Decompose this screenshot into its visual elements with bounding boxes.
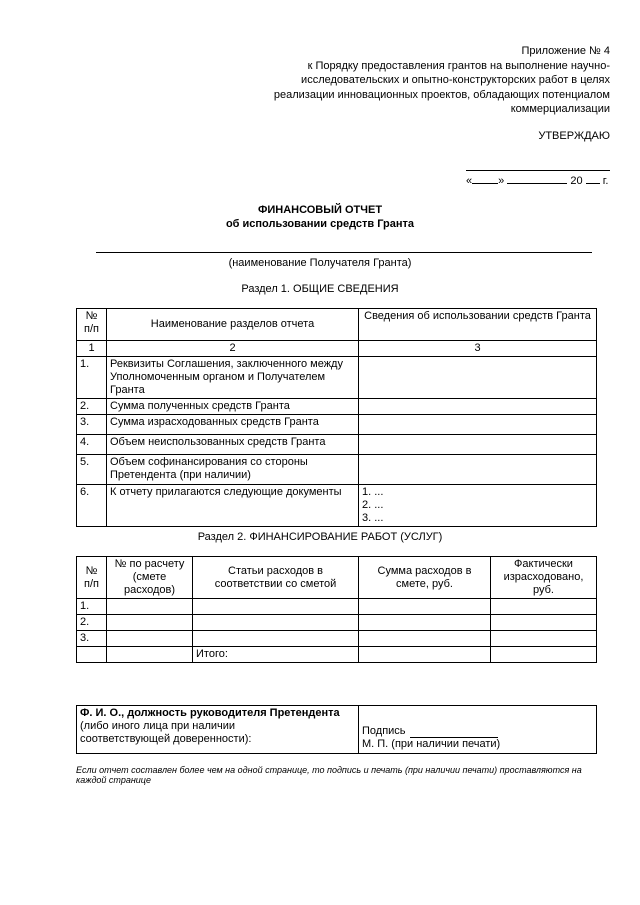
s1-row4-info[interactable] bbox=[359, 435, 597, 455]
s2-row3-num: 3. bbox=[77, 631, 107, 647]
signature-cell[interactable] bbox=[359, 706, 597, 754]
s1-row4-num: 4. bbox=[77, 435, 107, 455]
s2-row1-calc[interactable] bbox=[107, 599, 193, 615]
table-row bbox=[77, 435, 597, 455]
s2-row3-actual[interactable] bbox=[491, 631, 597, 647]
s2-total-num bbox=[77, 647, 107, 663]
appendix-line-2: исследовательских и опытно-конструкторских работ в целях bbox=[301, 74, 610, 86]
section2-heading: Раздел 2. ФИНАНСИРОВАНИЕ РАБОТ (УСЛУГ) bbox=[197, 531, 443, 543]
s2-row3-item[interactable] bbox=[193, 631, 359, 647]
s1-header-info: Сведения об использовании средств Гранта bbox=[359, 309, 597, 341]
table-row bbox=[77, 415, 597, 435]
year-blank bbox=[586, 183, 600, 184]
signature-line bbox=[362, 725, 593, 738]
s1-row4-name: Объем неиспользованных средств Гранта bbox=[107, 435, 359, 455]
s2-row2-calc[interactable] bbox=[107, 615, 193, 631]
s1-row6-name: К отчету прилагаются следующие документы bbox=[107, 485, 359, 527]
report-title: ФИНАНСОВЫЙ ОТЧЕТ bbox=[257, 204, 383, 216]
appendix-title: Приложение № 4 bbox=[521, 45, 610, 57]
s1-row1-name: Реквизиты Соглашения, заключенного между Уполномоченным органом и Получателем Гранта bbox=[107, 357, 359, 399]
s1-row6-info[interactable] bbox=[359, 485, 597, 527]
s1-row3-name: Сумма израсходованных средств Гранта bbox=[107, 415, 359, 435]
table-row bbox=[77, 615, 597, 631]
s2-row3-sum[interactable] bbox=[359, 631, 491, 647]
stamp-label: М. П. (при наличии печати) bbox=[362, 738, 501, 750]
recipient-caption: (наименование Получателя Гранта) bbox=[228, 257, 412, 269]
appendix-line-4: коммерциализации bbox=[510, 103, 610, 115]
signature-head-note-1: (либо иного лица при наличии bbox=[80, 720, 236, 732]
approval-signature-line bbox=[466, 170, 610, 171]
report-title-block bbox=[0, 203, 640, 231]
s2-row2-actual[interactable] bbox=[491, 615, 597, 631]
signature-head-title: Ф. И. О., должность руководителя Претендента bbox=[80, 707, 340, 719]
s1-header-num: № п/п bbox=[77, 309, 107, 341]
appendix-line-1: к Порядку предоставления грантов на выполнение научно- bbox=[307, 59, 610, 72]
s1-header-name: Наименование разделов отчета bbox=[107, 309, 359, 341]
signature-label: Подпись bbox=[362, 725, 406, 737]
s2-total-label: Итого: bbox=[193, 647, 359, 663]
year-prefix: 20 bbox=[570, 175, 583, 187]
s1-row1-info[interactable] bbox=[359, 357, 597, 399]
s1-row6-num: 6. bbox=[77, 485, 107, 527]
s2-header-sum: Сумма расходов в смете, руб. bbox=[359, 557, 491, 599]
table-row bbox=[77, 485, 597, 527]
section1-table bbox=[76, 308, 597, 527]
s1-row1-num: 1. bbox=[77, 357, 107, 399]
s1-row2-info[interactable] bbox=[359, 399, 597, 415]
s2-row1-num: 1. bbox=[77, 599, 107, 615]
table-row bbox=[77, 399, 597, 415]
s2-header-actual: Фактически израсходовано, руб. bbox=[491, 557, 597, 599]
s2-row2-sum[interactable] bbox=[359, 615, 491, 631]
s1-colnum-2: 2 bbox=[107, 341, 359, 357]
month-blank bbox=[507, 183, 567, 184]
quote-close: » bbox=[498, 175, 505, 187]
section2-table bbox=[76, 556, 597, 663]
s2-row1-sum[interactable] bbox=[359, 599, 491, 615]
signature-table bbox=[76, 705, 597, 754]
s1-colnum-1: 1 bbox=[77, 341, 107, 357]
s1-row5-info[interactable] bbox=[359, 455, 597, 485]
signature-head-cell bbox=[77, 706, 359, 754]
s1-colnum-3: 3 bbox=[359, 341, 597, 357]
table-row bbox=[77, 599, 597, 615]
s1-row3-info[interactable] bbox=[359, 415, 597, 435]
s2-row3-calc[interactable] bbox=[107, 631, 193, 647]
day-blank bbox=[472, 183, 498, 184]
s1-row5-name: Объем софинансирования со стороны Претендента (при наличии) bbox=[107, 455, 359, 485]
s2-total-sum[interactable] bbox=[359, 647, 491, 663]
s1-row3-num: 3. bbox=[77, 415, 107, 435]
s2-row2-num: 2. bbox=[77, 615, 107, 631]
attachment-2: 2. ... bbox=[362, 499, 384, 511]
s2-header-calc: № по расчету (смете расходов) bbox=[107, 557, 193, 599]
s2-header-items: Статьи расходов в соответствии со сметой bbox=[193, 557, 359, 599]
s2-row1-actual[interactable] bbox=[491, 599, 597, 615]
appendix-block bbox=[230, 44, 610, 117]
year-suffix: г. bbox=[602, 175, 609, 187]
s2-row1-item[interactable] bbox=[193, 599, 359, 615]
appendix-line-3: реализации инновационных проектов, обладающих потенциалом bbox=[273, 88, 610, 101]
s1-row2-num: 2. bbox=[77, 399, 107, 415]
section1-heading: Раздел 1. ОБЩИЕ СВЕДЕНИЯ bbox=[241, 283, 399, 295]
table-row bbox=[77, 357, 597, 399]
approval-label: УТВЕРЖДАЮ bbox=[538, 130, 610, 142]
approval-date bbox=[466, 175, 612, 187]
report-subtitle: об использовании средств Гранта bbox=[225, 218, 415, 230]
table-row-total bbox=[77, 647, 597, 663]
s2-row2-item[interactable] bbox=[193, 615, 359, 631]
s2-header-num: № п/п bbox=[77, 557, 107, 599]
attachment-1: 1. ... bbox=[362, 486, 384, 498]
s2-total-calc bbox=[107, 647, 193, 663]
table-row bbox=[77, 455, 597, 485]
signature-head-note-2: соответствующей доверенности): bbox=[80, 733, 252, 745]
s2-total-actual[interactable] bbox=[491, 647, 597, 663]
attachment-3: 3. ... bbox=[362, 512, 384, 524]
s1-row5-num: 5. bbox=[77, 455, 107, 485]
table-row bbox=[77, 631, 597, 647]
s1-row2-name: Сумма полученных средств Гранта bbox=[107, 399, 359, 415]
recipient-line bbox=[96, 252, 592, 253]
quote-open: « bbox=[466, 175, 473, 187]
footnote: Если отчет составлен более чем на одной странице, то подпись и печать (при наличии печати) проставляются на каждой странице bbox=[76, 765, 582, 785]
